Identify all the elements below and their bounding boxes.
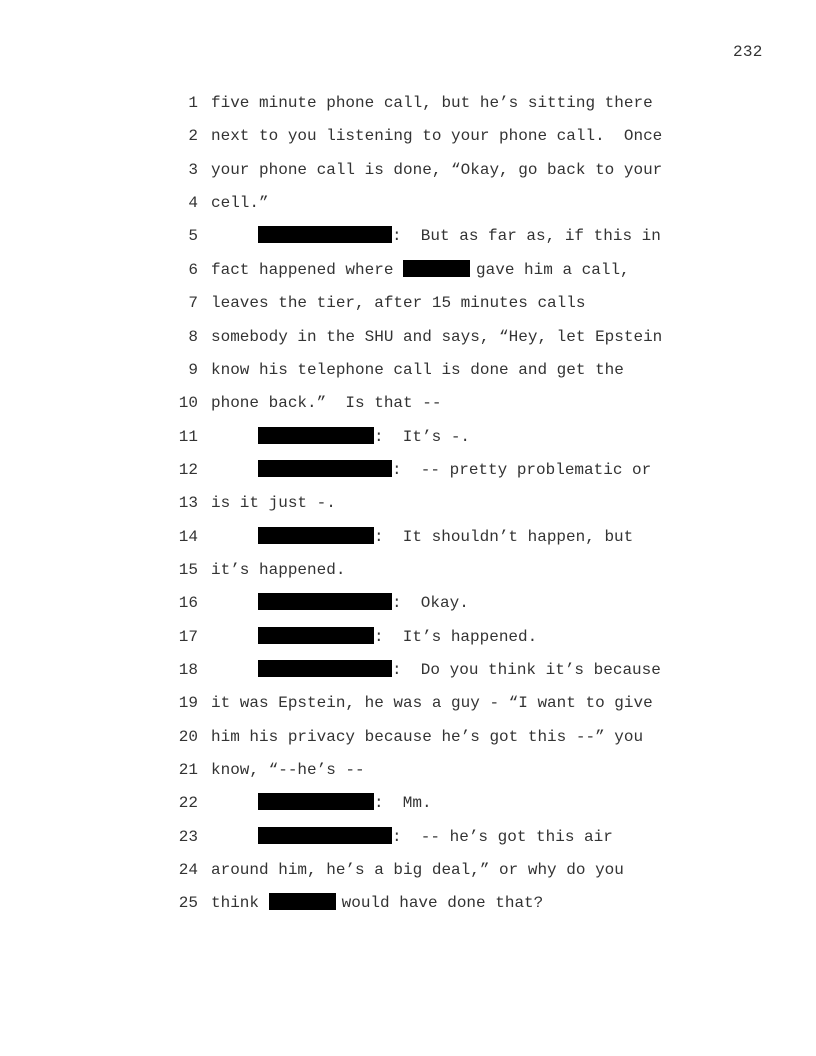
transcript-line	[0, 225, 816, 247]
transcript-line	[0, 726, 816, 748]
line-text	[258, 526, 633, 548]
line-number: 19	[178, 694, 198, 713]
transcript-line	[0, 392, 816, 414]
line-number: 20	[178, 727, 198, 746]
redaction-box	[258, 627, 374, 644]
redaction-box	[258, 226, 392, 243]
transcript-line	[0, 659, 816, 681]
line-text: phone back.” Is that --	[211, 394, 442, 413]
line-text	[258, 826, 613, 848]
line-text: it was Epstein, he was a guy - “I want to give	[211, 694, 653, 713]
transcript-line	[0, 359, 816, 381]
line-number: 17	[178, 627, 198, 646]
transcript-line	[0, 792, 816, 814]
line-text	[258, 592, 469, 614]
line-number: 25	[178, 894, 198, 913]
transcript-line	[0, 459, 816, 481]
redaction-box	[403, 260, 470, 277]
transcript-line	[0, 859, 816, 881]
page-number: 232	[733, 43, 763, 61]
transcript-line	[0, 892, 816, 914]
line-number: 4	[188, 194, 198, 213]
line-text: know his telephone call is done and get the	[211, 360, 624, 379]
redaction-box	[269, 893, 336, 910]
line-text	[258, 225, 661, 247]
redaction-box	[258, 593, 392, 610]
speaker-utterance: : It shouldn’t happen, but	[374, 527, 634, 546]
speaker-utterance: : It’s happened.	[374, 627, 538, 646]
line-text	[211, 259, 630, 281]
redaction-box	[258, 460, 392, 477]
speaker-utterance: : -- he’s got this air	[392, 827, 613, 846]
line-text-after-redaction: would have done that?	[341, 894, 544, 913]
line-number: 6	[188, 260, 198, 279]
transcript-line	[0, 526, 816, 548]
line-number: 1	[188, 94, 198, 112]
redaction-box	[258, 660, 392, 677]
transcript-line	[0, 492, 816, 514]
redaction-box	[258, 527, 374, 544]
redaction-box	[258, 793, 374, 810]
line-text	[258, 426, 470, 448]
transcript-line	[0, 592, 816, 614]
redaction-box	[258, 427, 374, 444]
transcript-line	[0, 292, 816, 314]
line-text	[258, 792, 432, 814]
line-text: somebody in the SHU and says, “Hey, let Epstein	[211, 327, 663, 346]
line-text: cell.”	[211, 194, 269, 213]
speaker-utterance: : But as far as, if this in	[392, 227, 661, 246]
line-number: 9	[188, 360, 198, 379]
speaker-utterance: : It’s -.	[374, 427, 471, 446]
speaker-utterance: : Mm.	[374, 794, 432, 813]
line-text: him his privacy because he’s got this --” you	[211, 727, 644, 746]
line-number: 23	[178, 827, 198, 846]
redaction-box	[258, 827, 392, 844]
transcript-line	[0, 259, 816, 281]
speaker-utterance: : -- pretty problematic or	[392, 460, 652, 479]
transcript-line	[0, 759, 816, 781]
line-text-before-redaction: fact happened where	[211, 260, 404, 279]
transcript-line	[0, 192, 816, 214]
line-number: 11	[178, 427, 198, 446]
line-number: 14	[178, 527, 198, 546]
line-text: is it just -.	[211, 494, 336, 513]
line-text: it’s happened.	[211, 560, 346, 579]
line-text	[211, 892, 543, 914]
line-text	[258, 459, 651, 481]
transcript-line	[0, 626, 816, 648]
line-number: 18	[178, 661, 198, 679]
line-number: 21	[178, 761, 198, 779]
transcript-line	[0, 692, 816, 714]
line-number: 8	[188, 327, 198, 346]
line-number: 10	[178, 394, 198, 413]
transcript-line	[0, 92, 816, 114]
transcript-line	[0, 159, 816, 181]
line-text: next to you listening to your phone call. Once	[211, 127, 663, 146]
line-text-after-redaction: gave him a call,	[476, 260, 630, 279]
speaker-utterance: : Do you think it’s because	[392, 661, 661, 679]
line-text: five minute phone call, but he’s sitting there	[211, 94, 653, 112]
transcript-line	[0, 326, 816, 348]
line-number: 16	[178, 594, 198, 613]
line-text	[258, 626, 537, 648]
speaker-utterance: : Okay.	[392, 594, 469, 613]
transcript-line	[0, 826, 816, 848]
line-text: leaves the tier, after 15 minutes calls	[211, 294, 586, 313]
line-number: 7	[188, 294, 198, 313]
transcript-line	[0, 426, 816, 448]
line-number: 15	[178, 560, 198, 579]
line-text-before-redaction: think	[211, 894, 269, 913]
line-number: 13	[178, 494, 198, 513]
line-text: know, “--he’s --	[211, 761, 365, 779]
line-text: your phone call is done, “Okay, go back to your	[211, 160, 663, 179]
line-number: 24	[178, 861, 198, 880]
transcript-line	[0, 559, 816, 581]
line-text: around him, he’s a big deal,” or why do you	[211, 861, 624, 880]
line-number: 5	[188, 227, 198, 246]
line-text	[258, 659, 661, 681]
line-number: 12	[178, 460, 198, 479]
line-number: 3	[188, 160, 198, 179]
transcript-line	[0, 125, 816, 147]
line-number: 22	[178, 794, 198, 813]
line-number: 2	[188, 127, 198, 146]
